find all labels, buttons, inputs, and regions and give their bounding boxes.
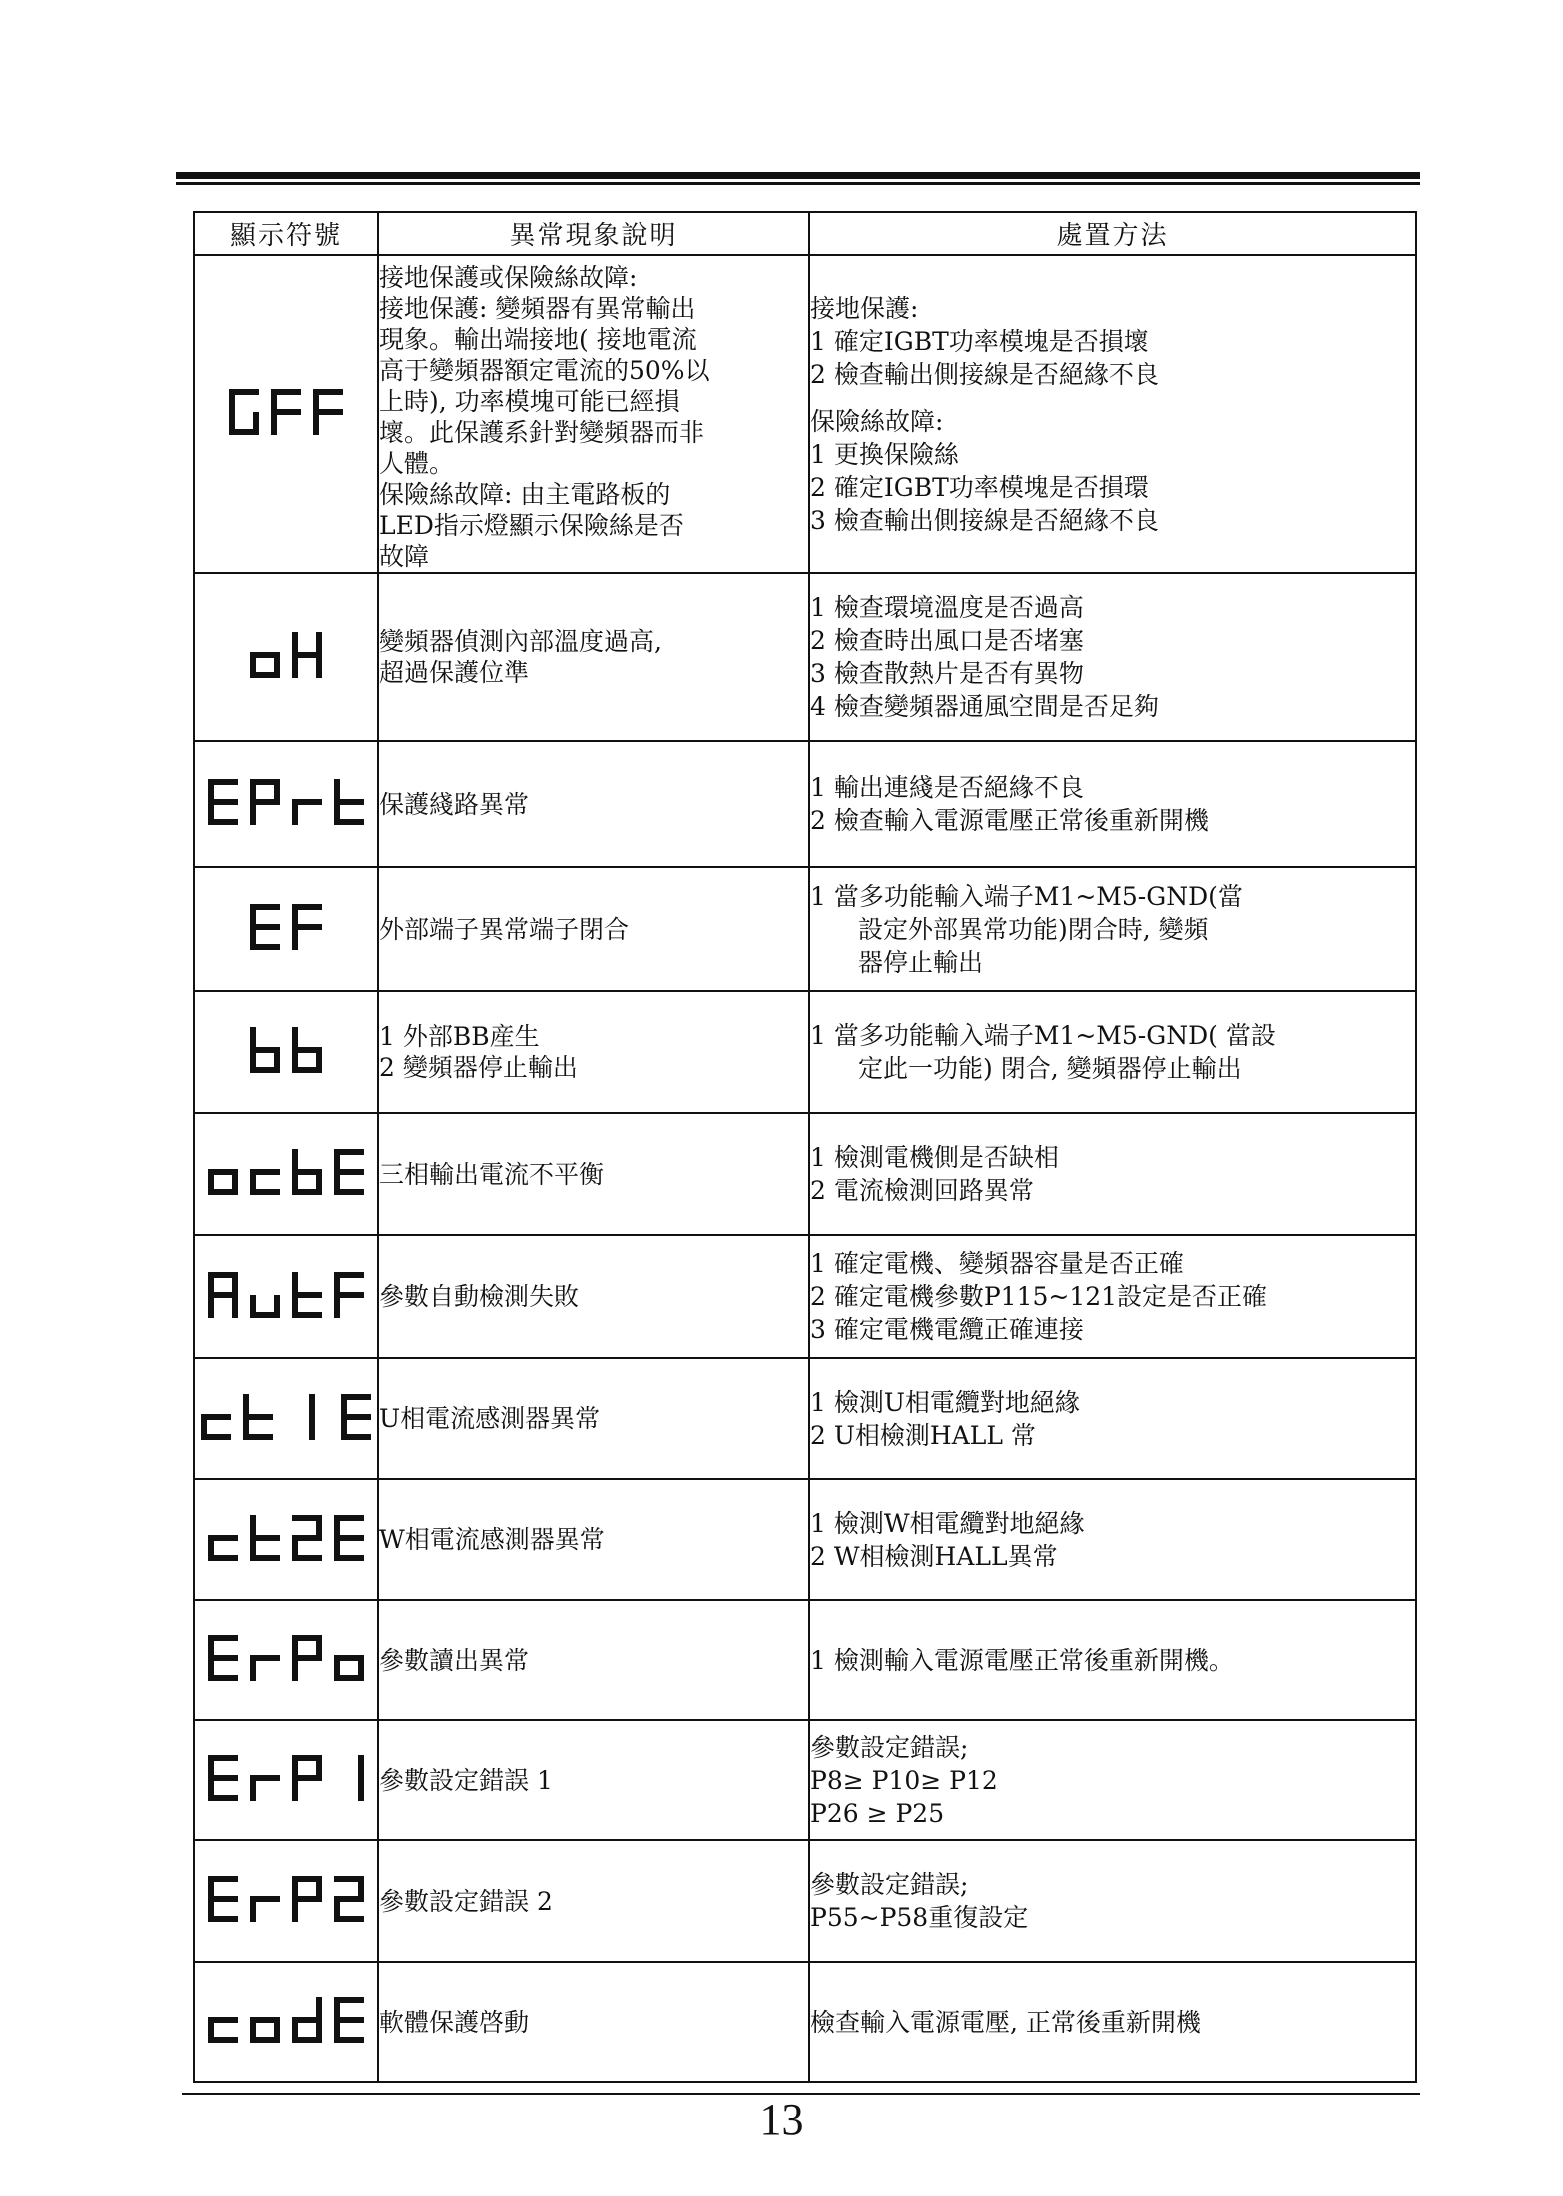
description-line: 人體。 (379, 449, 455, 478)
remedy-line: P55~P58重復設定 (810, 1903, 1029, 1932)
description-line: 參數設定錯誤 2 (379, 1886, 553, 1916)
display-code-cell (194, 1600, 378, 1720)
fault-description-cell (378, 991, 809, 1113)
remedy-line: 1 檢測U相電纜對地絕緣 (810, 1387, 1080, 1417)
fault-description-cell (378, 1720, 809, 1840)
fault-description-cell (378, 867, 809, 991)
table-header-row (194, 212, 1416, 255)
remedy-line: 1 當多功能輸入端子M1~M5-GND(當 (810, 881, 1243, 911)
fault-description-cell (378, 1235, 809, 1358)
fault-description-cell (378, 741, 809, 867)
fault-description-cell (378, 1962, 809, 2082)
remedy-line: 3 檢查輸出側接線是否絕緣不良 (810, 505, 1159, 535)
table-row (194, 1720, 1416, 1840)
fault-description-cell (378, 1840, 809, 1962)
column-header-description: 異常現象說明 (378, 212, 809, 255)
remedy-line: 1 當多功能輸入端子M1~M5-GND( 當設 (810, 1021, 1276, 1050)
seven-segment-code (206, 1147, 366, 1197)
seven-segment-code (206, 1874, 366, 1924)
fault-code-table (193, 211, 1417, 2083)
seven-segment-code (206, 1513, 366, 1563)
description-line: 參數讀出異常 (379, 1645, 530, 1675)
display-code-cell (194, 1962, 378, 2082)
description-line: 保護綫路異常 (379, 789, 530, 819)
header-rule-thick (176, 172, 1420, 179)
remedy-cell (809, 741, 1416, 867)
seven-segment-code (206, 777, 366, 827)
remedy-line: 2 確定電機參數P115~121設定是否正確 (810, 1282, 1268, 1311)
remedy-line: 檢查輸入電源電壓, 正常後重新開機 (810, 2007, 1201, 2037)
description-line: 軟體保護啓動 (379, 2007, 530, 2037)
fault-description-cell (378, 573, 809, 741)
description-line: 故障 (379, 542, 430, 571)
remedy-cell (809, 1600, 1416, 1720)
description-line: 1 外部BB産生 (379, 1022, 540, 1051)
remedy-cell (809, 1113, 1416, 1235)
table-row (194, 255, 1416, 573)
remedy-line: 2 確定IGBT功率模塊是否損環 (810, 472, 1149, 502)
fault-description-cell (378, 1600, 809, 1720)
remedy-line: 2 檢查輸入電源電壓正常後重新開機 (810, 806, 1209, 835)
table-row (194, 1113, 1416, 1235)
description-line: 參數自動檢測失敗 (379, 1282, 580, 1311)
remedy-line: 2 檢查輸出側接線是否絕緣不良 (810, 359, 1159, 389)
remedy-line: 保險絲故障: (810, 406, 944, 436)
display-code-cell (194, 1479, 378, 1600)
table-row (194, 991, 1416, 1113)
seven-segment-code (199, 1392, 373, 1442)
remedy-line: 3 檢查散熱片是否有異物 (810, 659, 1084, 688)
remedy-line: 3 確定電機電纜正確連接 (810, 1315, 1084, 1344)
fault-description-cell (378, 1479, 809, 1600)
description-line: 接地保護或保險絲故障: (379, 263, 638, 292)
display-code-cell (194, 1720, 378, 1840)
description-line: 超過保護位準 (379, 658, 530, 687)
remedy-cell (809, 1720, 1416, 1840)
description-line: W相電流感測器異常 (379, 1525, 605, 1554)
seven-segment-code (248, 902, 324, 952)
description-line: 保險絲故障: 由主電路板的 (379, 480, 671, 509)
header-rule-thin (176, 182, 1420, 185)
description-line: 外部端子異常端子閉合 (379, 914, 630, 944)
remedy-spacer (810, 391, 1415, 405)
remedy-cell (809, 1235, 1416, 1358)
description-line: 壞。此保護系針對變頻器而非 (379, 418, 705, 447)
remedy-line: 1 檢測W相電纜對地絕緣 (810, 1508, 1085, 1538)
table-row (194, 573, 1416, 741)
display-code-cell (194, 255, 378, 573)
remedy-cell (809, 867, 1416, 991)
page-number: 13 (759, 2095, 804, 2144)
description-line: 變頻器偵測內部溫度過高, (379, 627, 662, 656)
fault-description-cell (378, 1113, 809, 1235)
display-code-cell (194, 1113, 378, 1235)
remedy-cell (809, 1479, 1416, 1600)
description-line: 上時), 功率模塊可能已經損 (379, 387, 680, 416)
table-row (194, 867, 1416, 991)
remedy-line: 2 W相檢測HALL異常 (810, 1541, 1058, 1571)
remedy-cell (809, 1840, 1416, 1962)
remedy-cell (809, 573, 1416, 741)
seven-segment-code (248, 1025, 324, 1075)
remedy-line: 參數設定錯誤; (810, 1870, 969, 1899)
description-line: 2 變頻器停止輸出 (379, 1053, 578, 1082)
remedy-line: 定此一功能) 閉合, 變頻器停止輸出 (858, 1054, 1242, 1083)
column-header-remedy: 處置方法 (809, 212, 1416, 255)
table-row (194, 1479, 1416, 1600)
remedy-line: 器停止輸出 (858, 947, 984, 977)
table-row (194, 741, 1416, 867)
seven-segment-code (227, 387, 345, 437)
seven-segment-code (206, 1270, 366, 1320)
remedy-line: 1 確定IGBT功率模塊是否損壞 (810, 326, 1149, 356)
column-header-code: 顯示符號 (194, 212, 378, 255)
description-line: 三相輸出電流不平衡 (379, 1159, 605, 1189)
seven-segment-code (248, 630, 324, 680)
fault-description-cell (378, 1358, 809, 1479)
display-code-cell (194, 991, 378, 1113)
display-code-cell (194, 1840, 378, 1962)
description-line: 參數設定錯誤 1 (379, 1765, 553, 1795)
remedy-line: 1 檢測輸入電源電壓正常後重新開機。 (810, 1645, 1234, 1675)
remedy-line: 1 輸出連綫是否絕緣不良 (810, 773, 1084, 802)
remedy-line: 1 更換保險絲 (810, 439, 959, 469)
remedy-line: 4 檢查變頻器通風空間是否足夠 (810, 692, 1159, 721)
table-row (194, 1358, 1416, 1479)
display-code-cell (194, 741, 378, 867)
display-code-cell (194, 573, 378, 741)
remedy-cell (809, 991, 1416, 1113)
seven-segment-code (206, 1633, 366, 1683)
remedy-line: 參數設定錯誤; (810, 1732, 969, 1762)
description-line: 現象。輸出端接地( 接地電流 (379, 325, 697, 354)
description-line: LED指示燈顯示保險絲是否 (379, 511, 684, 540)
remedy-cell (809, 1358, 1416, 1479)
table-row (194, 1235, 1416, 1358)
remedy-line: 設定外部異常功能)閉合時, 變頻 (858, 914, 1209, 944)
display-code-cell (194, 867, 378, 991)
remedy-cell (809, 1962, 1416, 2082)
fault-rows (194, 255, 1416, 2082)
remedy-line: P8≥ P10≥ P12 (810, 1765, 998, 1795)
remedy-cell (809, 255, 1416, 573)
description-line: U相電流感測器異常 (379, 1404, 601, 1433)
seven-segment-code (206, 1753, 366, 1803)
remedy-line: 1 檢測電機側是否缺相 (810, 1143, 1059, 1172)
remedy-line: 2 電流檢測回路異常 (810, 1176, 1034, 1205)
table-row (194, 1600, 1416, 1720)
table-row (194, 1840, 1416, 1962)
remedy-line: 2 U相檢測HALL 常 (810, 1420, 1036, 1450)
remedy-line: 1 檢查環境溫度是否過高 (810, 593, 1084, 622)
fault-description-cell (378, 255, 809, 573)
seven-segment-code (206, 1995, 366, 2045)
remedy-line: 1 確定電機、變頻器容量是否正確 (810, 1249, 1184, 1278)
display-code-cell (194, 1235, 378, 1358)
display-code-cell (194, 1358, 378, 1479)
description-line: 高于變頻器額定電流的50%以 (379, 356, 710, 385)
remedy-line: 2 檢查時出風口是否堵塞 (810, 626, 1084, 655)
description-line: 接地保護: 變頻器有異常輸出 (379, 294, 696, 323)
table-row (194, 1962, 1416, 2082)
remedy-line: 接地保護: (810, 293, 919, 323)
remedy-line: P26 ≥ P25 (810, 1798, 945, 1828)
